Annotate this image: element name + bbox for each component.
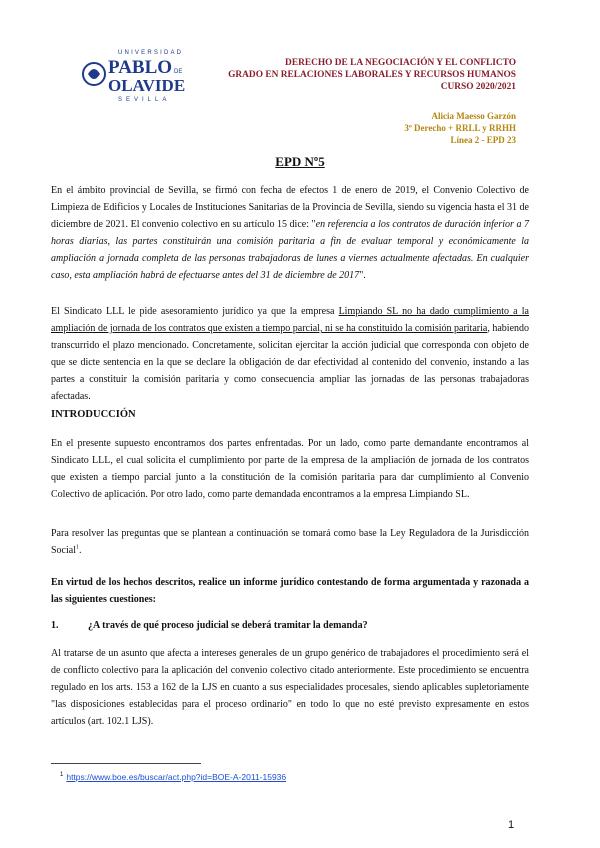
paragraph-intro: En el presente supuesto encontramos dos partes enfrentadas. Por un lado, como parte demandante encontramos al Sindicato LLL, el cual solicita el cumplimiento por parte de la empresa de la ampliación de jornada de los contratos que existen a tiempo parcial junto a la constitución de la comisión paritaria para dar cumplimiento al Convenio Colectivo de aplicación. Por otro lado, como parte demandada encontramos a la empresa Limpiando SL. (51, 438, 529, 500)
paragraph-answer: Al tratarse de un asunto que afecta a intereses generales de un grupo genérico de trabajadores el procedimiento será el de conflicto colectivo para la aplicación del convenio colectivo citado anteriormente. Este procedimiento se encuentra regulado en los arts. 153 a 162 de la LJS en cuanto a sus especialidades procesales, siendo aplicables supletoriamente "las disposiciones establecidas para el proceso ordinario" en todo lo que no esté previsto expresamente en estos artículos (art. 102.1 LJS). (51, 648, 529, 727)
footnote-separator (51, 763, 201, 764)
page-number: 1 (508, 819, 515, 831)
paragraph-request: El Sindicato LLL le pide asesoramiento jurídico ya que la empresa Limpiando SL no ha dado cumplimiento a la ampliación de jornada de los contratos que existen a tiempo parcial, ni se ha constituido la comisión paritaria, habiendo transcurrido el plazo mencionado. Concretamente, solicitan ejercitar la acción judicial que corresponda con objeto de que se dicte sentencia en la que se declare la obligación de dar efectividad al contenido del convenio, instando a las partes a constituir la comisión paritaria y como consecuencia ampliar las jornadas de las personas trabajadoras afectadas. (51, 306, 530, 402)
author-course: 3º Derecho + RRLL y RRHH (404, 123, 516, 133)
logo-city: SEVILLA (118, 97, 171, 103)
author-name: Alicia Maesso Garzón (431, 111, 516, 121)
instruction-text: En virtud de los hechos descritos, realice un informe jurídico contestando de forma argumentada y razonada a las siguientes cuestiones: (51, 577, 529, 605)
question-number: 1. (51, 620, 59, 631)
logo-name-pablo: PABLO (108, 57, 173, 78)
logo-de: DE (174, 69, 183, 75)
intro-heading: INTRODUCCIÓN (51, 409, 136, 420)
footnote (60, 772, 286, 782)
header-subject: DERECHO DE LA NEGOCIACIÓN Y EL CONFLICTO (285, 58, 516, 68)
header-year: CURSO 2020/2021 (440, 82, 516, 92)
course-header (136, 57, 516, 93)
logo-name-olavide: OLAVIDE (108, 76, 186, 95)
paragraph-context: En el ámbito provincial de Sevilla, se firmó con fecha de efectos 1 de enero de 2019, el Convenio Colectivo de Limpieza de Edificios y Locales de Instituciones Sanitarias de la Provincia de Sevilla, siendo su vigencia hasta el 31 de diciembre de 2021. El convenio colectivo en su artículo 15 dice: "en referencia a los contratos de duración inferior a 7 horas diarias, las partes constituirán una comisión paritaria a fin de evaluar temporal y económicamente la ampliación a jornada completa de las personas trabajadoras de lunes a viernes actualmente afectadas. En cualquier caso, esta ampliación habrá de efectuarse antes del 31 de diciembre de 2017". (51, 185, 530, 281)
author-group: Línea 2 - EPD 23 (450, 135, 516, 145)
footnote-ref[interactable]: 1 (76, 544, 79, 551)
logo-top-text: UNIVERSIDAD (118, 50, 184, 56)
underlined-facts: Limpiando SL no ha dado cumplimiento a la ampliación de jornada de los contratos que existen a tiempo parcial, ni se ha constituido la comisión paritaria (51, 306, 529, 334)
paragraph-legal-basis: Para resolver las preguntas que se plantean a continuación se tomará como base la Ley Reguladora de la Jurisdicción Social$^1$. (51, 528, 529, 556)
convenio-quote: en referencia a los contratos de duración inferior a 7 horas diarias, las partes constituirán una comisión paritaria a fin de evaluar temporal y económicamente la ampliación a jornada completa de las personas trabajadoras de lunes a viernes actualmente afectadas. En cualquier caso, esta ampliación habrá de efectuarse antes del 31 de diciembre de 2017 (51, 218, 530, 281)
author-block (316, 110, 516, 146)
header-degree: GRADO EN RELACIONES LABORALES Y RECURSOS HUMANOS (228, 70, 516, 80)
question-text: ¿A través de qué proceso judicial se deberá tramitar la demanda? (88, 620, 368, 631)
footnote-number: 1 (60, 772, 64, 779)
footnote-link[interactable]: https://www.boe.es/buscar/act.php?id=BOE-A-2011-15936 (66, 772, 287, 782)
document-title: EPD Nº5 (275, 154, 325, 169)
